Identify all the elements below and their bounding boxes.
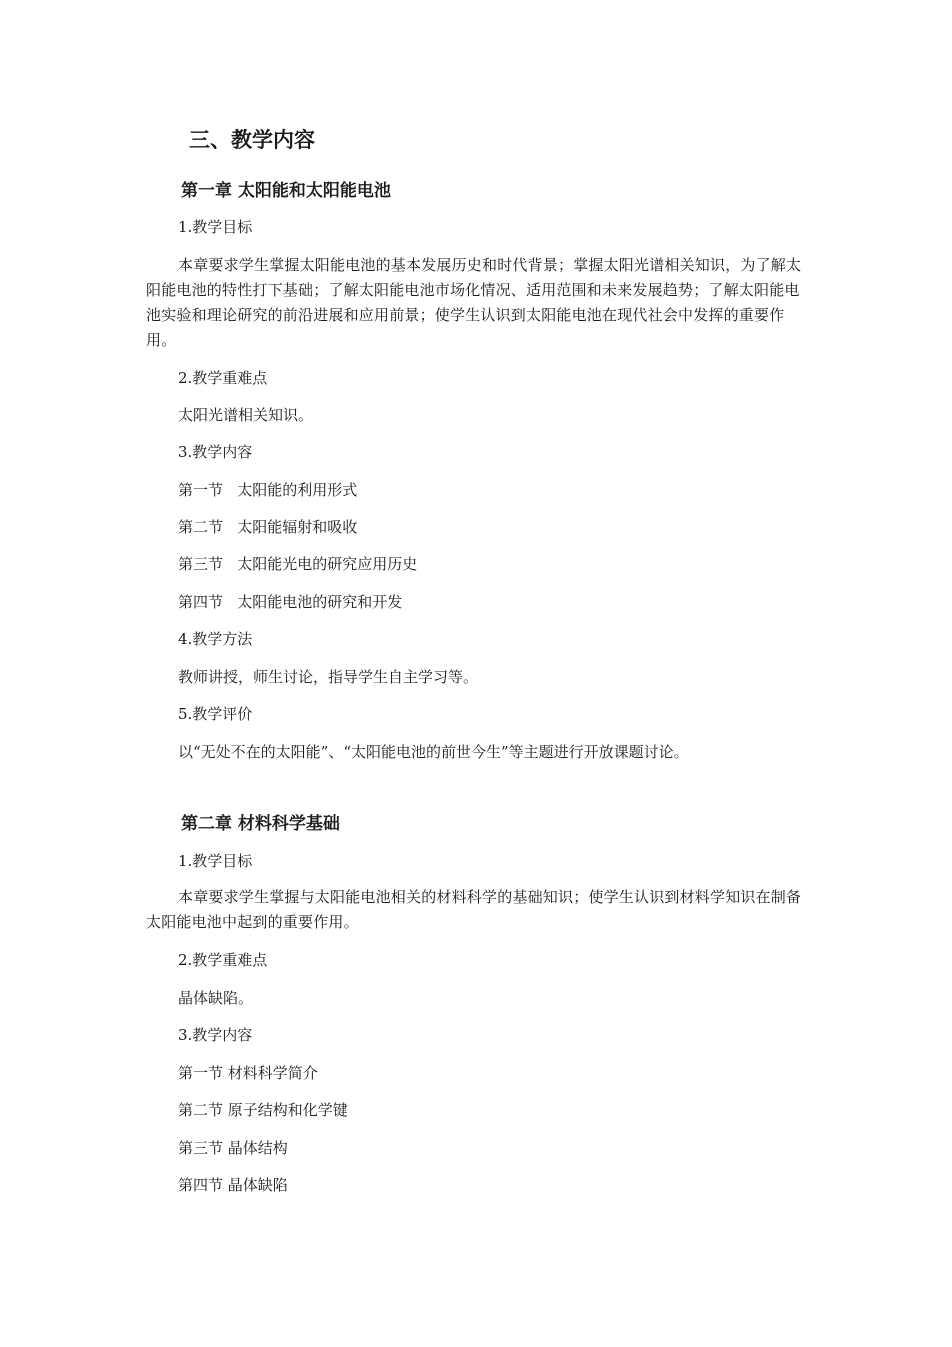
- chapter-1-content-heading: 3.教学内容: [178, 443, 253, 461]
- chapter-2-goal-text: 本章要求学生掌握与太阳能电池相关的材料科学的基础知识；使学生认识到材料学知识在制备太阳能电池中起到的重要作用。: [146, 888, 802, 931]
- chapter-1-title: 第一章 太阳能和太阳能电池: [181, 181, 391, 201]
- chapter-2-section-1: 第一节 材料科学简介: [178, 1064, 318, 1082]
- section-title: 三、教学内容: [189, 128, 315, 152]
- chapter-2-section-4: 第四节 晶体缺陷: [178, 1176, 288, 1194]
- chapter-1-method-text: 教师讲授，师生讨论，指导学生自主学习等。: [178, 668, 479, 686]
- chapter-1-section-3: 第三节 太阳能光电的研究应用历史: [178, 555, 418, 573]
- chapter-1-goal-heading: 1.教学目标: [178, 218, 253, 236]
- chapter-2-section-2: 第二节 原子结构和化学键: [178, 1101, 348, 1119]
- chapter-1-key-text: 太阳光谱相关知识。: [178, 406, 314, 424]
- chapter-1-section-4: 第四节 太阳能电池的研究和开发: [178, 593, 403, 611]
- chapter-2-key-text: 晶体缺陷。: [178, 989, 254, 1007]
- chapter-1-method-heading: 4.教学方法: [178, 630, 253, 648]
- chapter-2-section-3: 第三节 晶体结构: [178, 1139, 288, 1157]
- chapter-1-section-2: 第二节 太阳能辐射和吸收: [178, 518, 358, 536]
- chapter-1-key-heading: 2.教学重难点: [178, 369, 268, 387]
- chapter-2-key-heading: 2.教学重难点: [178, 951, 268, 969]
- chapter-1-eval-text: 以“无处不在的太阳能”、“太阳能电池的前世今生”等主题进行开放课题讨论。: [178, 743, 689, 761]
- chapter-2-title: 第二章 材料科学基础: [181, 814, 340, 834]
- chapter-2-content-heading: 3.教学内容: [178, 1026, 253, 1044]
- chapter-1-section-1: 第一节 太阳能的利用形式: [178, 481, 358, 499]
- chapter-1-eval-heading: 5.教学评价: [178, 705, 253, 723]
- chapter-2-goal-heading: 1.教学目标: [178, 852, 253, 870]
- chapter-1-goal-text: 本章要求学生掌握太阳能电池的基本发展历史和时代背景；掌握太阳光谱相关知识，为了解太阳能电池的特性打下基础；了解太阳能电池市场化情况、适用范围和未来发展趋势；了解太阳能电池实验和理论研究的前沿进展和应用前景；使学生认识到太阳能电池在现代社会中发挥的重要作用。: [146, 256, 802, 349]
